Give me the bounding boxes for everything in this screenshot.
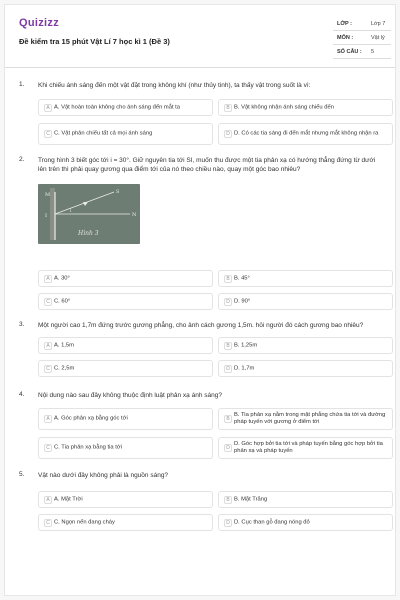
option-letter: B	[224, 104, 232, 112]
question-text: Khi chiếu ánh sáng đến một vật đặt trong không khí (như thủy tinh), ta thấy vật trong suốt là vì:	[38, 82, 311, 89]
worksheet-page	[4, 4, 396, 596]
option-text: D. 1,7m	[234, 365, 255, 371]
meta-subject-row	[333, 31, 391, 45]
option-text: B. Mặt Trăng	[234, 496, 268, 502]
option-text: C. Tia phản xạ bằng tia tới	[54, 444, 122, 451]
meta-count-value: 5	[371, 49, 375, 55]
option-letter: A	[44, 104, 52, 112]
option-letter: C	[44, 519, 52, 527]
meta-count-label: SỐ CÂU :	[337, 49, 362, 55]
option-b[interactable]	[218, 337, 393, 354]
worksheet-title: Đề kiểm tra 15 phút Vật Lí 7 học kì 1 (Đề 3)	[19, 37, 170, 46]
meta-subject-label: MÔN :	[337, 35, 354, 41]
option-letter: A	[44, 496, 52, 504]
option-c[interactable]	[38, 293, 213, 310]
option-b[interactable]	[218, 99, 393, 116]
question-number: 3.	[19, 321, 25, 328]
option-c[interactable]	[38, 123, 213, 145]
question-number: 5.	[19, 471, 25, 478]
option-d[interactable]	[218, 360, 393, 377]
figure-label-s: S	[116, 189, 120, 195]
option-text: C. Ngọn nến đang cháy	[54, 519, 115, 525]
meta-class-value: Lớp 7	[371, 21, 386, 27]
question-number: 4.	[19, 391, 25, 398]
option-text: D. 90°	[234, 298, 251, 304]
option-letter: B	[224, 415, 232, 423]
option-letter: B	[224, 275, 232, 283]
option-a[interactable]	[38, 337, 213, 354]
option-letter: B	[224, 342, 232, 350]
option-letter: C	[44, 444, 52, 452]
option-text: A. 30°	[54, 275, 70, 281]
question-number: 1.	[19, 81, 25, 88]
option-b[interactable]	[218, 491, 393, 508]
option-text: A. Vật hoàn toàn không cho ánh sáng đến mắt ta	[54, 104, 181, 110]
figure-label-m: M	[45, 192, 51, 198]
meta-class-row	[333, 17, 391, 31]
meta-subject-value: Vật lý	[371, 35, 385, 41]
option-letter: D	[224, 130, 232, 138]
option-letter: C	[44, 130, 52, 138]
option-text: C. Vật phản chiếu tất cả mọi ánh sáng	[54, 130, 153, 137]
worksheet-meta	[333, 17, 391, 59]
meta-class-label: LỚP :	[337, 21, 352, 27]
question-text: Một người cao 1,7m đứng trước gương phẳng, cho ảnh cách gương 1,5m. hỏi người đó cách gương bao nhiêu?	[38, 322, 364, 329]
option-b[interactable]	[218, 408, 393, 430]
question-text: Vật nào dưới đây không phải là nguồn sáng?	[38, 472, 169, 479]
option-a[interactable]	[38, 270, 213, 287]
option-c[interactable]	[38, 360, 213, 377]
quizizz-logo: Quizizz	[19, 17, 59, 29]
option-d[interactable]	[218, 514, 393, 531]
option-text: B. 1,25m	[234, 342, 258, 348]
option-text: B. Vật không nhận ánh sáng chiếu đến	[234, 104, 334, 110]
meta-count-row	[333, 45, 391, 59]
option-c[interactable]	[38, 514, 213, 531]
figure-label-n: N	[132, 212, 137, 218]
option-letter: B	[224, 496, 232, 504]
figure-3-image	[38, 184, 140, 244]
option-a[interactable]	[38, 99, 213, 116]
option-a[interactable]	[38, 491, 213, 508]
option-letter: C	[44, 298, 52, 306]
option-text: A. Góc phản xạ bằng góc tới	[54, 415, 128, 422]
question-number: 2.	[19, 156, 25, 163]
option-letter: C	[44, 365, 52, 373]
option-text: D. Có các tia sáng đi đến mắt nhưng mắt không nhận ra	[234, 130, 379, 137]
option-letter: A	[44, 275, 52, 283]
option-text: D. Góc hợp bởi tia tới và pháp tuyến bằng góc hợp bởi tia phản xạ và pháp tuyến	[234, 441, 383, 454]
option-text: A. 1,5m	[54, 342, 74, 348]
option-letter: A	[44, 342, 52, 350]
option-text: B. 45°	[234, 275, 250, 281]
option-letter: D	[224, 365, 232, 373]
option-c[interactable]	[38, 437, 213, 459]
figure-label-point-i: I	[45, 213, 47, 219]
header-divider	[5, 67, 395, 68]
option-text: B. Tia phản xạ nằm trong mặt phẳng chứa tia tới và đường pháp tuyến với gương ở điểm tới	[234, 412, 386, 425]
option-text: D. Cục than gỗ đang nóng đỏ	[234, 519, 310, 525]
figure-caption: Hình 3	[78, 230, 99, 237]
option-letter: D	[224, 298, 232, 306]
option-a[interactable]	[38, 408, 213, 430]
option-letter: D	[224, 444, 232, 452]
option-b[interactable]	[218, 270, 393, 287]
question-text: Nội dung nào sau đây không thuộc định luật phản xạ ánh sáng?	[38, 392, 222, 399]
figure-label-i: i	[70, 209, 72, 214]
option-d[interactable]	[218, 123, 393, 145]
option-d[interactable]	[218, 437, 393, 459]
option-text: C. 60°	[54, 298, 71, 304]
option-text: A. Mặt Trời	[54, 496, 83, 502]
option-letter: A	[44, 415, 52, 423]
option-text: C. 2,5m	[54, 365, 75, 371]
question-text: Trong hình 3 biết góc tới i = 30°. Giữ nguyên tia tới SI, muốn thu được một tia phản xạ có hướng thẳng đứng từ dưới lên trên thì phải quay gương qua điểm tới của nó theo chiều nào, quay một góc bao nhiêu?	[38, 157, 376, 173]
option-d[interactable]	[218, 293, 393, 310]
option-letter: D	[224, 519, 232, 527]
